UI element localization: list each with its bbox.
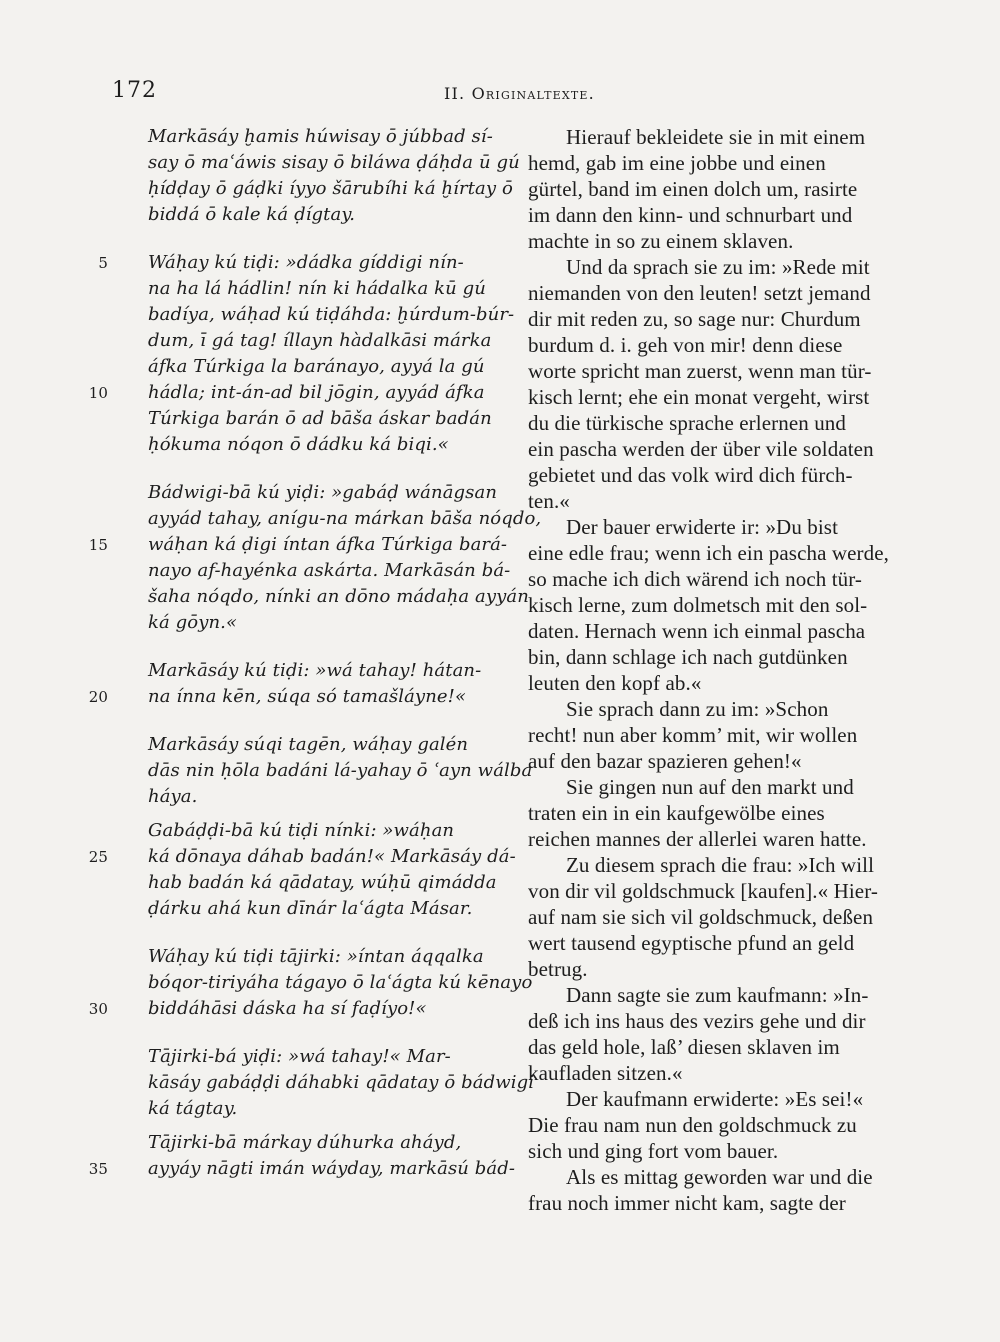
- line-text: šaha nóqdo, nínki an dōno mádaḥa ayyán: [148, 586, 529, 607]
- line-number: 25: [88, 848, 108, 866]
- text-line: [148, 610, 494, 636]
- text-line: [148, 354, 494, 380]
- line-text: say ō maʿáwis sisay ō biláwa ḍáḥda ū gú: [148, 152, 520, 173]
- text-line: ten.«: [528, 489, 570, 513]
- paragraph: [528, 982, 910, 1086]
- text-line: Als es mittag geworden war und die: [566, 1165, 873, 1189]
- text-line: das geld hole, laß’ diesen sklaven im: [528, 1035, 840, 1059]
- text-line: [148, 818, 494, 844]
- paragraph: [528, 696, 910, 774]
- paragraph: [88, 1130, 516, 1182]
- paragraph: [528, 124, 910, 254]
- text-line: hemd, gab im eine jobbe und einen: [528, 151, 826, 175]
- text-line: eine edle frau; wenn ich ein pascha werde,: [528, 541, 890, 565]
- text-line: daten. Hernach wenn ich einmal pascha: [528, 619, 866, 643]
- text-line: ein pascha werden der über vile soldaten: [528, 437, 874, 461]
- text-line: [148, 432, 494, 458]
- line-text: biddá ō kale ká ḍígtay.: [148, 204, 356, 225]
- text-line: bin, dann schlage ich nach gutdünken: [528, 645, 848, 669]
- text-line: du die türkische sprache erlernen und: [528, 411, 846, 435]
- somali-text-column: [88, 124, 542, 1204]
- text-line: Zu diesem sprach die frau: »Ich will: [566, 853, 874, 877]
- line-number: 15: [88, 536, 108, 554]
- text-line: [148, 896, 494, 922]
- text-line: [148, 276, 494, 302]
- text-line: betrug.: [528, 957, 588, 981]
- line-text: ká dōnaya dáhab badán!« Markāsáy dá-: [148, 846, 516, 867]
- paragraph: [88, 944, 533, 1022]
- text-line: [148, 328, 494, 354]
- text-line: [88, 844, 516, 870]
- line-text: Bádwigi-bā kú yiḍi: »gabáḍ wánāgsan: [148, 482, 498, 503]
- line-number: 30: [88, 1000, 108, 1018]
- paragraph: [88, 658, 494, 710]
- text-line: Der kaufmann erwiderte: »Es sei!«: [566, 1087, 864, 1111]
- text-line: [98, 250, 494, 276]
- line-text: ká gōyn.«: [148, 612, 238, 633]
- text-line: [148, 406, 494, 432]
- text-line: niemanden von den leuten! setzt jemand: [528, 281, 871, 305]
- text-line: [148, 176, 513, 202]
- text-line: [148, 124, 494, 150]
- text-line: [148, 1130, 494, 1156]
- german-translation-column: [528, 124, 910, 1216]
- line-text: Markāsáy ḫamis húwisay ō júbbad sí-: [148, 126, 493, 147]
- paragraph: [528, 514, 910, 696]
- line-text: Tājirki-bā márkay dúhurka aháyd,: [148, 1132, 462, 1153]
- text-line: [148, 732, 494, 758]
- line-number: 10: [88, 384, 108, 402]
- paragraph: [528, 852, 910, 982]
- line-text: ayyád tahay, anígu-na márkan bāša nóqdo,: [148, 508, 542, 529]
- text-line: kaufladen sitzen.«: [528, 1061, 683, 1085]
- text-line: [88, 684, 494, 710]
- line-text: Markāsáy kú tiḍi: »wá tahay! hátan-: [148, 660, 482, 681]
- line-text: ayyáy nāgti imán wáyday, markāsú bád-: [148, 1158, 516, 1179]
- line-text: ká tágtay.: [148, 1098, 238, 1119]
- text-line: [148, 658, 494, 684]
- line-text: Wáḥay kú tiḍi: »dádka gíddigi nín-: [148, 252, 464, 273]
- text-line: reichen mannes der allerlei waren hatte.: [528, 827, 867, 851]
- text-line: [148, 944, 494, 970]
- text-line: [148, 870, 497, 896]
- text-line: [148, 758, 533, 784]
- text-line: [88, 996, 494, 1022]
- paragraph: [528, 774, 910, 852]
- text-line: [88, 532, 508, 558]
- line-text: ḍárku ahá kun dīnár laʿágta Másar.: [148, 898, 473, 919]
- line-text: na ha lá hádlin! nín ki hádalka kū gú: [148, 278, 486, 299]
- text-line: frau noch immer nicht kam, sagte der: [528, 1191, 846, 1215]
- line-text: Wáḥay kú tiḍi tājirki: »íntan áqqalka: [148, 946, 484, 967]
- text-line: so mache ich dich wärend ich noch tür-: [528, 567, 863, 591]
- text-line: Und da sprach sie zu im: »Rede mit: [566, 255, 870, 279]
- paragraph: [148, 1044, 535, 1122]
- line-text: biddáhāsi dáska ha sí faḍíyo!«: [148, 998, 427, 1019]
- text-line: Sie sprach dann zu im: »Schon: [566, 697, 829, 721]
- text-line: Hierauf bekleidete sie in mit einem: [566, 125, 866, 149]
- text-line: [148, 480, 498, 506]
- text-line: gürtel, band im einen dolch um, rasirte: [528, 177, 858, 201]
- line-text: háya.: [148, 786, 198, 807]
- text-line: [148, 784, 494, 810]
- text-line: dir mit reden zu, so sage nur: Churdum: [528, 307, 861, 331]
- page-number: 172: [112, 78, 157, 103]
- text-line: sich und ging fort vom bauer.: [528, 1139, 779, 1163]
- text-line: kisch lernt; ehe ein monat vergeht, wirst: [528, 385, 870, 409]
- text-line: wert tausend egyptische pfund an geld: [528, 931, 855, 955]
- text-line: [148, 1070, 535, 1096]
- text-line: auf den bazar spazieren gehen!«: [528, 749, 802, 773]
- text-line: [148, 970, 533, 996]
- line-text: ḥídḍay ō gáḍki íyyo šārubíhi ká ḫírtay ō: [148, 178, 513, 199]
- text-line: Der bauer erwiderte ir: »Du bist: [566, 515, 839, 539]
- line-text: dum, ī gá tag! íllayn hàdalkāsi márka: [148, 330, 492, 351]
- text-line: auf nam sie sich vil goldschmuck, deßen: [528, 905, 874, 929]
- text-line: [148, 302, 515, 328]
- paragraph: [148, 732, 533, 810]
- text-line: [148, 1044, 494, 1070]
- text-line: gebietet und das volk wird dich fürch-: [528, 463, 853, 487]
- line-text: Markāsáy súqi tagēn, wáḥay galén: [148, 734, 469, 755]
- text-line: Sie gingen nun auf den markt und: [566, 775, 854, 799]
- text-line: worte spricht man zuerst, wenn man tür-: [528, 359, 872, 383]
- line-number: 20: [88, 688, 108, 706]
- line-text: Tājirki-bá yiḍi: »wá tahay!« Mar-: [148, 1046, 451, 1067]
- line-text: ḥókuma nóqon ō dádku ká biqi.«: [148, 434, 449, 455]
- paragraph: [528, 1164, 910, 1216]
- line-number: 5: [98, 254, 108, 272]
- line-text: hab badán ká qādatay, wúḥū qimádda: [148, 872, 497, 893]
- line-text: na ínna kēn, súqa só tamašláyne!«: [148, 686, 467, 707]
- line-text: wáḥan ká ḍigi íntan áfka Túrkiga bará-: [148, 534, 508, 555]
- text-line: leuten den kopf ab.«: [528, 671, 702, 695]
- line-text: dās nin ḥōla badáni lá-yahay ō ʿayn wálba: [148, 760, 533, 781]
- text-line: [148, 506, 542, 532]
- text-line: recht! nun aber komm’ mit, wir wollen: [528, 723, 858, 747]
- text-line: [88, 1156, 516, 1182]
- text-line: machte in so zu einem sklaven.: [528, 229, 794, 253]
- paragraph: [88, 250, 515, 458]
- line-text: bóqor-tiriyáha tágayo ō laʿágta kú kēnayo: [148, 972, 533, 993]
- paragraph: [528, 254, 910, 514]
- line-text: nayo af-hayénka askárta. Markāsán bá-: [148, 560, 511, 581]
- text-line: [148, 584, 529, 610]
- text-line: Die frau nam nun den goldschmuck zu: [528, 1113, 857, 1137]
- line-text: kāsáy gabáḍḍi dáhabki qādatay ō bádwigi: [148, 1072, 535, 1093]
- text-line: [148, 150, 520, 176]
- text-line: deß ich ins haus des vezirs gehe und dir: [528, 1009, 866, 1033]
- running-title: II. Originaltexte.: [444, 84, 595, 103]
- text-line: [88, 380, 494, 406]
- text-line: [148, 1096, 494, 1122]
- paragraph: [528, 1086, 910, 1164]
- line-text: Túrkiga barán ō ad bāša áskar badán: [148, 408, 492, 429]
- text-line: traten ein in ein kaufgewölbe eines: [528, 801, 825, 825]
- paragraph: [88, 480, 542, 636]
- text-line: im dann den kinn- und schnurbart und: [528, 203, 853, 227]
- paragraph: [88, 818, 516, 922]
- line-text: badíya, wáḥad kú tiḍáhda: ḫúrdum-búr-: [148, 304, 515, 325]
- line-number: 35: [88, 1160, 108, 1178]
- text-line: [148, 202, 494, 228]
- text-line: burdum d. i. geh von mir! denn diese: [528, 333, 843, 357]
- text-line: Dann sagte sie zum kaufmann: »In-: [566, 983, 869, 1007]
- paragraph: [148, 124, 520, 228]
- line-text: áfka Túrkiga la baránayo, ayyá la gú: [148, 356, 485, 377]
- text-line: kisch lerne, zum dolmetsch mit den sol-: [528, 593, 868, 617]
- line-text: hádla; int-án-ad bil jōgin, ayyád áfka: [148, 382, 485, 403]
- text-line: [148, 558, 511, 584]
- text-line: von dir vil goldschmuck [kaufen].« Hier-: [528, 879, 878, 903]
- line-text: Gabáḍḍi-bā kú tiḍi nínki: »wáḥan: [148, 820, 455, 841]
